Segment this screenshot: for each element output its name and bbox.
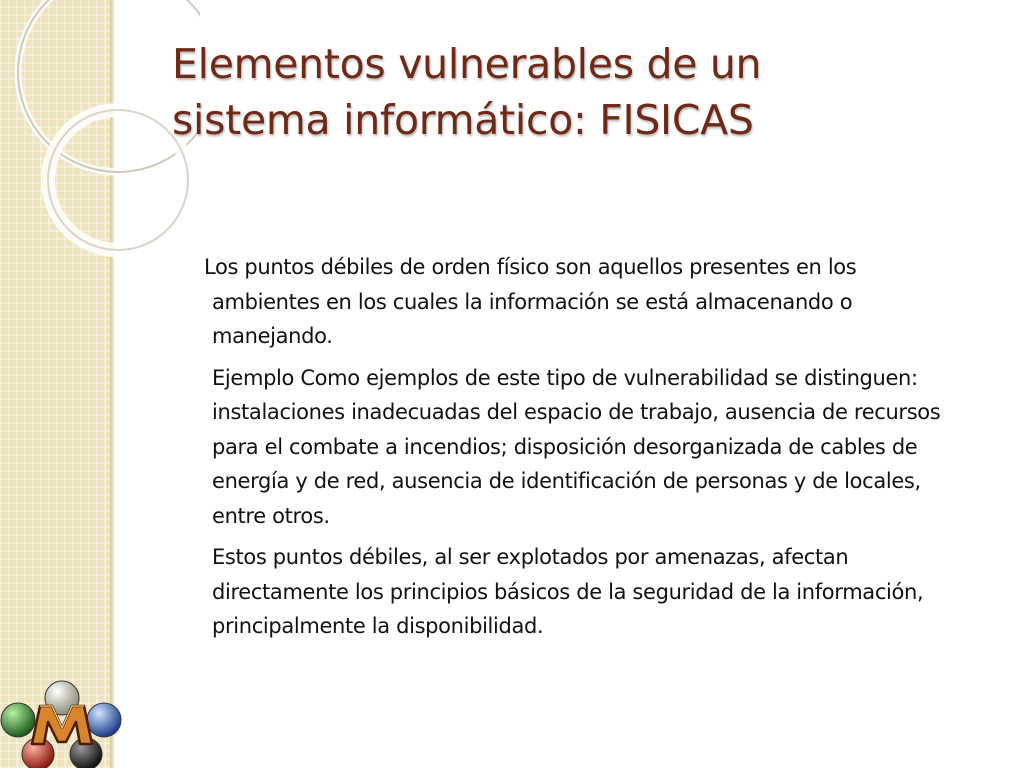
paragraph-impact: Estos puntos débiles, al ser explotados por amenazas, afectan directamente los principios básicos de la seguridad de la información, principalmente la disponibilidad. (212, 545, 924, 638)
title-line-2: sistema informático: FISICAS (172, 96, 754, 144)
mtg-logo-icon (0, 676, 124, 768)
paragraph-examples: Ejemplo Como ejemplos de este tipo de vulnerabilidad se distinguen: instalaciones inadecuadas del espacio de trabajo, ausencia de recursos para el combate a incendios; disposición desorganizada de cables de energía y de red, ausencia de identificación de personas y de locales, entre otros. (212, 365, 941, 528)
ring-ornament (0, 0, 200, 260)
paragraph-intro: Los puntos débiles de orden físico son aquellos presentes en los ambientes en los cuales la información se está almacenando o manejando. (204, 255, 857, 348)
slide-body (204, 250, 964, 651)
slide-title (172, 36, 952, 148)
title-line-1: Elementos vulnerables de un (172, 40, 762, 88)
